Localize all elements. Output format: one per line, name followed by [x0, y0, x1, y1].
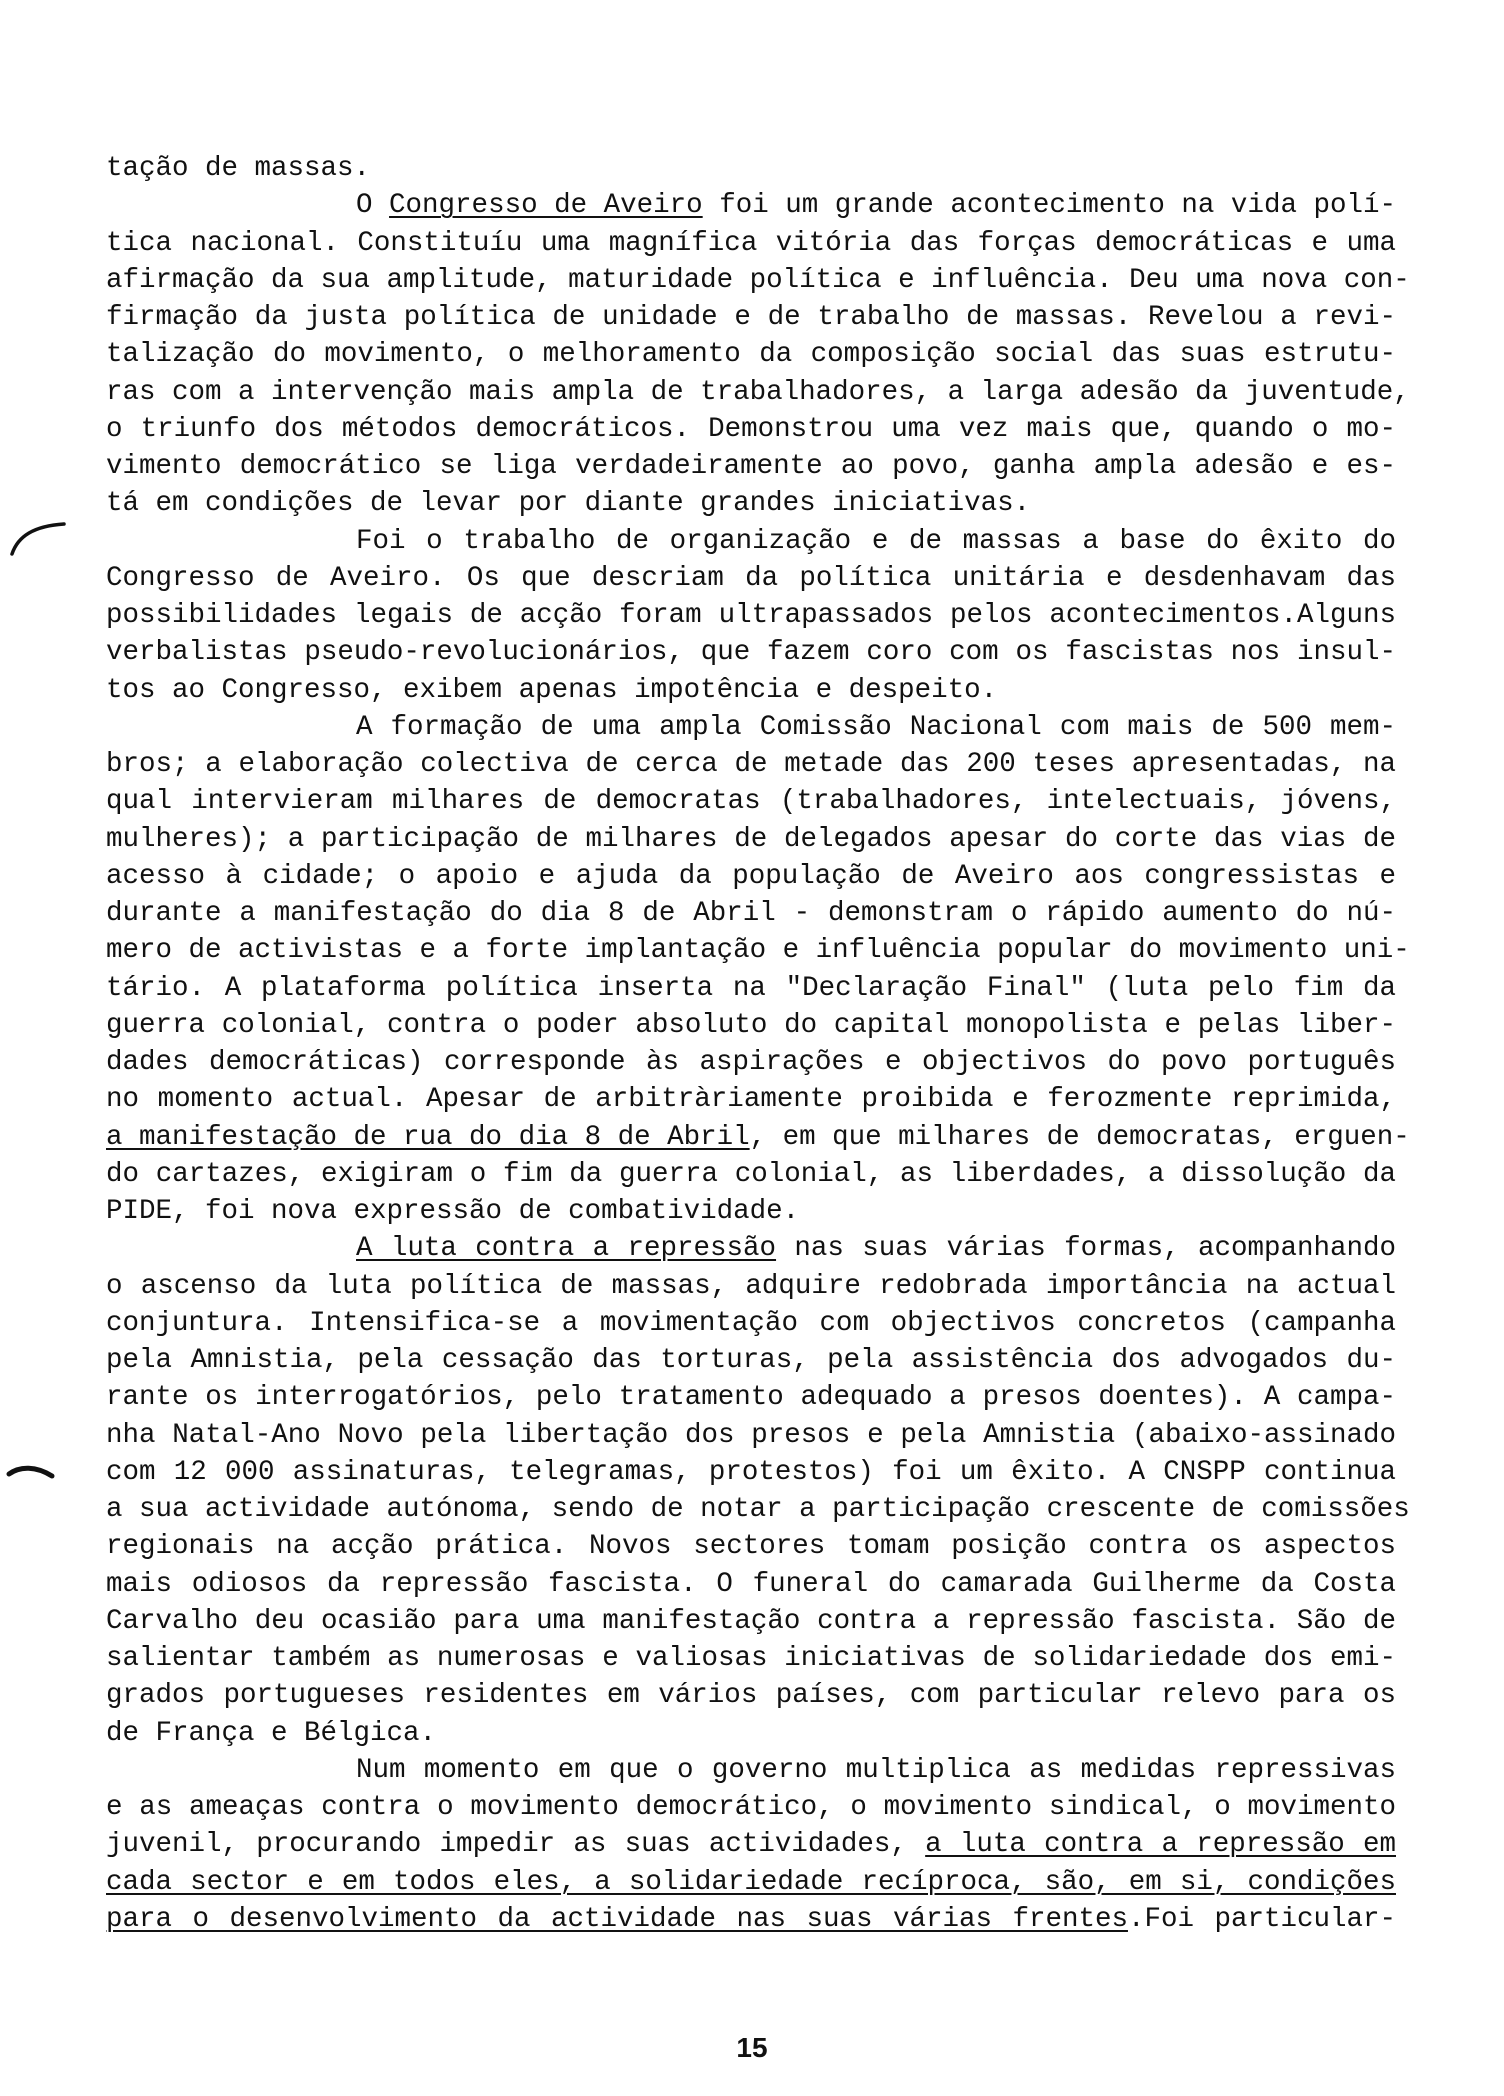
text-line: [106, 1901, 1396, 1938]
text-line: tá em condições de levar por diante grandes iniciativas.: [106, 488, 1031, 520]
margin-pen-mark-lower: [6, 1462, 56, 1486]
text-segment: , em que milhares de democratas, erguen-: [749, 1121, 1410, 1153]
text-line: tação de massas.: [106, 153, 371, 184]
text-line: [106, 1864, 1396, 1901]
text-line: conjuntura. Intensifica-se a movimentação com objectivos concretos (campanha: [106, 1307, 1396, 1339]
underlined-text: cada sector e em todos eles, a solidariedade recíproca, são, em si, condições: [106, 1866, 1396, 1898]
text-line: Carvalho deu ocasião para uma manifestação contra a repressão fascista. São de: [106, 1605, 1396, 1637]
underlined-text: para o desenvolvimento da actividade nas suas várias frentes: [106, 1903, 1128, 1935]
text-line: afirmação da sua amplitude, maturidade política e influência. Deu uma nova con-: [106, 264, 1410, 296]
text-segment: .Foi particular-: [1127, 1903, 1396, 1935]
text-line: ras com a intervenção mais ampla de trabalhadores, a larga adesão da juventude,: [106, 376, 1410, 408]
text-line: dades democráticas) corresponde às aspirações e objectivos do povo português: [106, 1047, 1396, 1078]
underlined-text: a luta contra a repressão em: [925, 1829, 1396, 1861]
text-line: de França e Bélgica.: [106, 1717, 437, 1749]
text-line: Num momento em que o governo multiplica as medidas repressivas: [356, 1754, 1396, 1786]
text-line: a sua actividade autónoma, sendo de notar a participação crescente de comissões: [106, 1494, 1410, 1525]
text-line: PIDE, foi nova expressão de combatividade.: [106, 1196, 800, 1227]
text-line: durante a manifestação do dia 8 de Abril - demonstram o rápido aumento do nú-: [106, 898, 1396, 929]
text-line: do cartazes, exigiram o fim da guerra colonial, as liberdades, a dissolução da: [106, 1158, 1396, 1190]
text-line: pela Amnistia, pela cessação das torturas, pela assistência dos advogados du-: [106, 1345, 1396, 1376]
text-line: acesso à cidade; o apoio e ajuda da população de Aveiro aos congressistas e: [106, 860, 1396, 892]
text-line: nha Natal-Ano Novo pela libertação dos presos e pela Amnistia (abaixo-assinado: [106, 1419, 1396, 1451]
text-line: [106, 187, 1396, 224]
text-line: Foi o trabalho de organização e de massas a base do êxito do: [356, 525, 1396, 557]
text-line: mais odiosos da repressão fascista. O funeral do camarada Guilherme da Costa: [106, 1568, 1396, 1600]
text-line: talização do movimento, o melhoramento da composição social das suas estrutu-: [106, 339, 1396, 371]
text-line: qual intervieram milhares de democratas (trabalhadores, intelectuais, jóvens,: [106, 786, 1396, 818]
text-line: rante os interrogatórios, pelo tratamento adequado a presos doentes). A campa-: [106, 1382, 1396, 1414]
text-line: com 12 000 assinaturas, telegramas, protestos) foi um êxito. A CNSPP continua: [106, 1456, 1396, 1488]
text-line: [106, 1230, 1396, 1267]
text-line: Congresso de Aveiro. Os que descriam da política unitária e desdenhavam das: [106, 562, 1396, 594]
text-line: tário. A plataforma política inserta na "Declaração Final" (luta pelo fim da: [106, 972, 1396, 1004]
text-segment: foi um grande acontecimento na vida polí-: [702, 190, 1396, 222]
text-line: A formação de uma ampla Comissão Nacional com mais de 500 mem-: [356, 711, 1396, 743]
text-line: tica nacional. Constituíu uma magnífica vitória das forças democráticas e uma: [106, 227, 1396, 259]
body-text: [106, 150, 1410, 1938]
text-line: e as ameaças contra o movimento democrático, o movimento sindical, o movimento: [106, 1792, 1396, 1823]
text-line: tos ao Congresso, exibem apenas impotência e despeito.: [106, 674, 998, 706]
underlined-text: Congresso de Aveiro: [389, 190, 703, 222]
text-line: bros; a elaboração colectiva de cerca de metade das 200 teses apresentadas, na: [106, 749, 1396, 780]
text-line: mulheres); a participação de milhares de delegados apesar do corte das vias de: [106, 823, 1396, 855]
text-line: possibilidades legais de acção foram ultrapassados pelos acontecimentos.Alguns: [106, 600, 1396, 631]
margin-pen-mark-upper: [8, 510, 68, 560]
text-line: regionais na acção prática. Novos sectores tomam posição contra os aspectos: [106, 1531, 1396, 1563]
text-line: no momento actual. Apesar de arbitràriamente proibida e ferozmente reprimida,: [106, 1084, 1396, 1116]
text-line: salientar também as numerosas e valiosas iniciativas de solidariedade dos emi-: [106, 1643, 1396, 1674]
text-segment: O: [356, 190, 390, 222]
text-segment: nas suas várias formas, acompanhando: [776, 1233, 1396, 1265]
text-line: o ascenso da luta política de massas, adquire redobrada importância na actual: [106, 1270, 1396, 1302]
text-line: guerra colonial, contra o poder absoluto do capital monopolista e pelas liber-: [106, 1009, 1396, 1041]
text-line: verbalistas pseudo-revolucionários, que fazem coro com os fascistas nos insul-: [106, 637, 1396, 669]
underlined-text: A luta contra a repressão: [356, 1233, 777, 1265]
text-line: [106, 1119, 1410, 1156]
text-line: o triunfo dos métodos democráticos. Demonstrou uma vez mais que, quando o mo-: [106, 413, 1396, 445]
page-number: 15: [736, 2032, 768, 2063]
text-line: [106, 1826, 1396, 1863]
text-line: grados portugueses residentes em vários países, com particular relevo para os: [106, 1680, 1396, 1712]
text-line: mero de activistas e a forte implantação e influência popular do movimento uni-: [106, 935, 1410, 967]
text-line: vimento democrático se liga verdadeiramente ao povo, ganha ampla adesão e es-: [106, 451, 1396, 482]
text-segment: juvenil, procurando impedir as suas actividades,: [106, 1829, 926, 1861]
underlined-text: a manifestação de rua do dia 8 de Abril: [106, 1121, 750, 1153]
text-line: firmação da justa política de unidade e de trabalho de massas. Revelou a revi-: [106, 302, 1396, 333]
